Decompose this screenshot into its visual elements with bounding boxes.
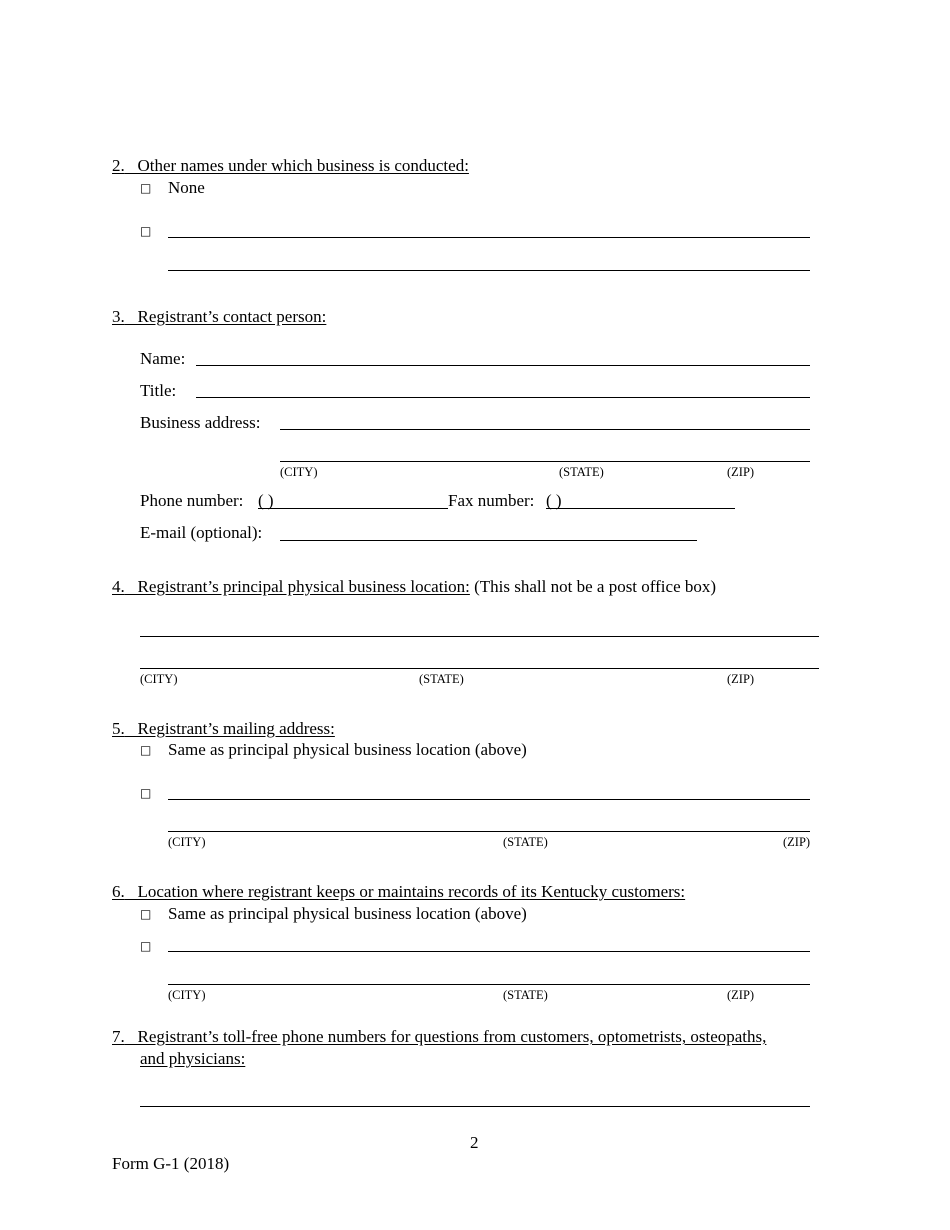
- section-3-title: Registrant’s contact person:: [137, 307, 327, 326]
- fax-label: Fax number:: [448, 491, 535, 510]
- checkbox-records-other[interactable]: □: [140, 939, 152, 953]
- records-address-field[interactable]: [168, 951, 810, 952]
- phone-area-code-parens: ( ): [258, 491, 274, 510]
- section-2-number: 2.: [112, 156, 125, 175]
- section-7-number: 7.: [112, 1027, 125, 1046]
- mailing-city-state-zip-field[interactable]: [168, 831, 810, 832]
- section-7-title-line2: and physicians:: [140, 1049, 246, 1068]
- section-4-title-group: [112, 577, 470, 596]
- section-7-title-line1: Registrant’s toll-free phone numbers for questions from customers, optometrists, osteopaths,: [137, 1027, 767, 1046]
- page-number: 2: [470, 1133, 479, 1152]
- section-6-title: Location where registrant keeps or maintains records of its Kentucky customers:: [137, 882, 686, 901]
- other-names-field-2[interactable]: [168, 270, 810, 271]
- section-4-heading: [112, 578, 716, 595]
- section-3-heading: [112, 308, 326, 325]
- physical-state-caption: (STATE): [419, 672, 464, 686]
- business-address-label: Business address:: [140, 413, 261, 432]
- records-zip-caption: (ZIP): [727, 988, 755, 1002]
- phone-number-field[interactable]: [258, 508, 448, 509]
- section-5-number: 5.: [112, 719, 125, 738]
- physical-address-field[interactable]: [140, 636, 819, 637]
- contact-name-field[interactable]: [196, 365, 810, 366]
- business-state-caption: (STATE): [559, 465, 604, 479]
- section-4-title: Registrant’s principal physical business location:: [137, 577, 470, 596]
- section-5-title: Registrant’s mailing address:: [137, 719, 335, 738]
- toll-free-numbers-field[interactable]: [140, 1106, 810, 1107]
- mailing-zip-caption: (ZIP): [783, 835, 811, 849]
- mailing-city-caption: (CITY): [168, 835, 206, 849]
- fax-area-code-parens: ( ): [546, 491, 562, 510]
- records-city-caption: (CITY): [168, 988, 206, 1002]
- form-footer: Form G-1 (2018): [112, 1154, 230, 1173]
- phone-label: Phone number:: [140, 491, 244, 510]
- checkbox-other-names[interactable]: □: [140, 224, 152, 238]
- section-4-number: 4.: [112, 577, 125, 596]
- checkbox-none[interactable]: □: [140, 181, 152, 195]
- physical-city-state-zip-field[interactable]: [140, 668, 819, 669]
- business-address-field[interactable]: [280, 429, 810, 430]
- section-6-number: 6.: [112, 882, 125, 901]
- email-field[interactable]: [280, 540, 697, 541]
- contact-title-field[interactable]: [196, 397, 810, 398]
- business-zip-caption: (ZIP): [727, 465, 755, 479]
- records-city-state-zip-field[interactable]: [168, 984, 810, 985]
- other-names-field-1[interactable]: [168, 237, 810, 238]
- checkbox-records-same[interactable]: □: [140, 907, 152, 921]
- email-label: E-mail (optional):: [140, 523, 263, 542]
- section-3-number: 3.: [112, 307, 125, 326]
- mailing-state-caption: (STATE): [503, 835, 548, 849]
- business-city-caption: (CITY): [280, 465, 318, 479]
- contact-title-label: Title:: [140, 381, 177, 400]
- section-6-heading: [112, 883, 685, 900]
- physical-city-caption: (CITY): [140, 672, 178, 686]
- section-7-heading-line1: [112, 1028, 766, 1045]
- section-2-heading: [112, 157, 469, 174]
- mailing-same-label: Same as principal physical business location (above): [168, 740, 527, 759]
- mailing-address-field[interactable]: [168, 799, 810, 800]
- section-5-heading: [112, 720, 335, 737]
- business-city-state-zip-field[interactable]: [280, 461, 810, 462]
- section-2-title: Other names under which business is conducted:: [137, 156, 469, 175]
- records-same-label: Same as principal physical business location (above): [168, 904, 527, 923]
- records-state-caption: (STATE): [503, 988, 548, 1002]
- checkbox-mailing-same[interactable]: □: [140, 743, 152, 757]
- option-none-label: None: [168, 178, 205, 197]
- physical-zip-caption: (ZIP): [727, 672, 755, 686]
- checkbox-mailing-other[interactable]: □: [140, 786, 152, 800]
- section-4-note: (This shall not be a post office box): [474, 577, 717, 596]
- fax-number-field[interactable]: [546, 508, 735, 509]
- contact-name-label: Name:: [140, 349, 186, 368]
